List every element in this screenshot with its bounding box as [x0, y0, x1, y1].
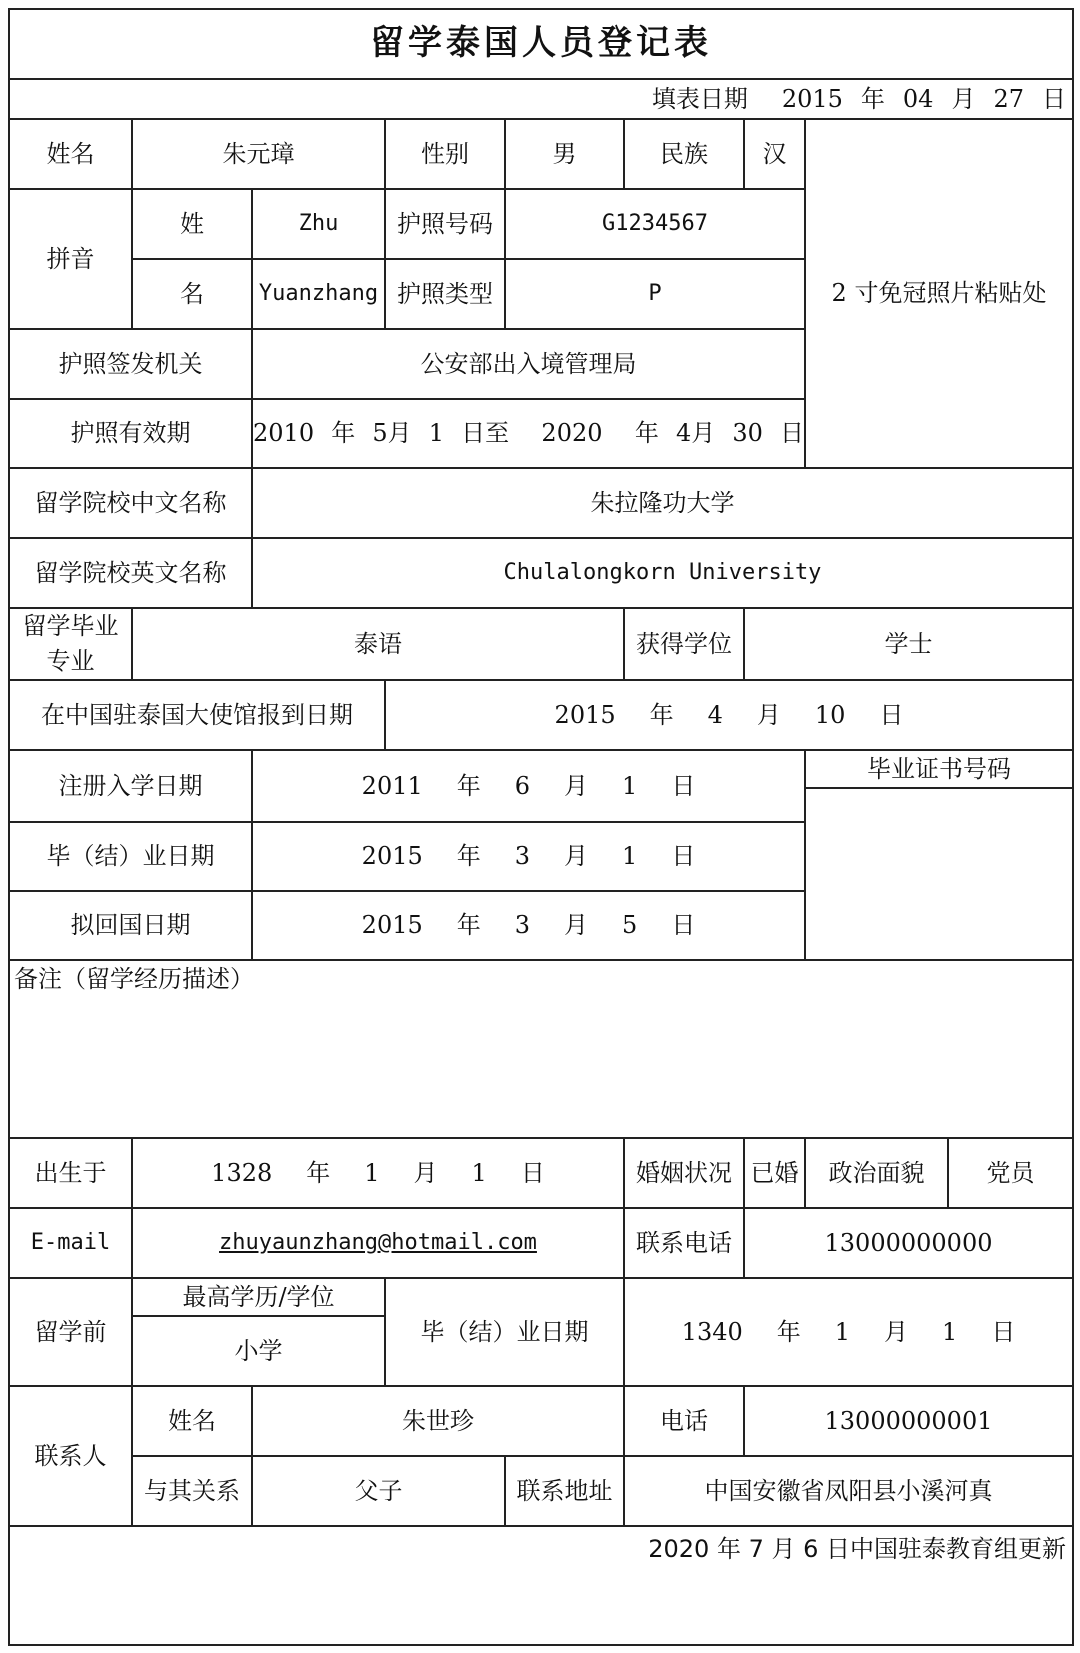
return-label: 拟回国日期 — [10, 890, 251, 959]
unit-month: 月 — [884, 1317, 909, 1346]
name-label: 姓名 — [10, 118, 131, 188]
surname-value: Zhu — [251, 188, 384, 258]
school-cn-value: 朱拉隆功大学 — [251, 467, 1072, 537]
major-label: 留学毕业专业 — [10, 607, 131, 679]
unit-day: 日 — [520, 1158, 545, 1187]
name-value: 朱元璋 — [131, 118, 384, 188]
address-value: 中国安徽省凤阳县小溪河真 — [623, 1455, 1072, 1525]
passport-no-label: 护照号码 — [384, 188, 504, 258]
major-value: 泰语 — [131, 607, 623, 679]
relation-value: 父子 — [251, 1455, 504, 1525]
gender-label: 性别 — [384, 118, 504, 188]
unit-year: 年 — [634, 419, 659, 448]
graduate-year: 2015 — [361, 842, 423, 871]
validity-to-day: 30 — [732, 419, 763, 448]
unit-month: 月 — [691, 419, 716, 448]
unit-day: 日 — [671, 911, 696, 940]
enroll-year: 2011 — [361, 771, 423, 800]
unit-year: 年 — [649, 700, 674, 729]
unit-day: 日 — [671, 842, 696, 871]
fill-date — [10, 78, 1072, 118]
unit-day: 日 — [671, 771, 696, 800]
validity-to-year: 2020 — [541, 419, 603, 448]
validity-from-year: 2010 — [253, 419, 315, 448]
given-name-label: 名 — [131, 258, 251, 328]
school-en-label: 留学院校英文名称 — [10, 537, 251, 607]
unit-month: 月 — [564, 911, 589, 940]
relation-label: 与其关系 — [131, 1455, 251, 1525]
return-value — [251, 890, 804, 959]
highest-edu-label: 最高学历/学位 — [131, 1277, 384, 1315]
phone-label: 联系电话 — [623, 1207, 743, 1277]
address-label: 联系地址 — [504, 1455, 623, 1525]
graduate-day: 1 — [622, 842, 638, 871]
photo-box — [804, 118, 1072, 467]
birth-value — [131, 1137, 623, 1207]
photo-label: 2 寸免冠照片粘贴处 — [831, 279, 1047, 308]
passport-no-value: G1234567 — [504, 188, 804, 258]
unit-year: 年 — [456, 771, 481, 800]
pre-grad-day: 1 — [942, 1317, 958, 1346]
remarks-label: 备注（留学经历描述） — [10, 959, 1072, 997]
fill-date-month: 04 — [902, 84, 934, 113]
passport-issuer-label: 护照签发机关 — [10, 328, 251, 398]
unit-year: 年 — [776, 1317, 801, 1346]
enroll-month: 6 — [514, 771, 531, 800]
email-label: E-mail — [10, 1207, 131, 1277]
graduate-label: 毕（结）业日期 — [10, 821, 251, 890]
return-year: 2015 — [361, 911, 423, 940]
form-title: 留学泰国人员登记表 — [370, 23, 712, 64]
remarks-value — [10, 997, 1072, 1137]
unit-day: 日 — [879, 700, 904, 729]
passport-type-value: P — [504, 258, 804, 328]
embassy-report-label: 在中国驻泰国大使馆报到日期 — [10, 679, 384, 749]
fill-date-year: 2015 — [781, 84, 843, 113]
validity-to-month: 4 — [675, 419, 692, 448]
contact-name-label: 姓名 — [131, 1385, 251, 1455]
validity-from-day: 1 — [428, 419, 444, 448]
fill-date-label: 填表日期 — [651, 84, 748, 113]
unit-year: 年 — [456, 842, 481, 871]
graduate-value — [251, 821, 804, 890]
passport-type-label: 护照类型 — [384, 258, 504, 328]
school-cn-label: 留学院校中文名称 — [10, 467, 251, 537]
pinyin-label: 拼音 — [10, 188, 131, 328]
email-link[interactable]: zhuyaunzhang@hotmail.com — [131, 1207, 623, 1277]
embassy-report-value — [384, 679, 1072, 749]
phone-value: 13000000000 — [743, 1207, 1072, 1277]
political-label: 政治面貌 — [804, 1137, 947, 1207]
given-name-value: Yuanzhang — [251, 258, 384, 328]
pre-grad-year: 1340 — [681, 1317, 743, 1346]
return-day: 5 — [622, 911, 638, 940]
unit-day: 日 — [779, 419, 804, 448]
school-en-value: Chulalongkorn University — [251, 537, 1072, 607]
unit-month: 月 — [387, 419, 412, 448]
marital-value: 已婚 — [743, 1137, 804, 1207]
passport-validity-value — [251, 398, 804, 467]
contact-name-value: 朱世珍 — [251, 1385, 623, 1455]
birth-month: 1 — [364, 1158, 380, 1187]
contact-phone-value: 13000000001 — [743, 1385, 1072, 1455]
pre-grad-value — [623, 1277, 1072, 1385]
unit-month: 月 — [756, 700, 781, 729]
ethnicity-label: 民族 — [623, 118, 743, 188]
registration-form — [8, 8, 1074, 1646]
unit-year: 年 — [456, 911, 481, 940]
validity-to-text: 日至 — [461, 419, 510, 448]
validity-from-month: 5 — [372, 419, 388, 448]
footer-update-note: 2020 年 7 月 6 日中国驻泰教育组更新 — [10, 1525, 1072, 1644]
enroll-day: 1 — [622, 771, 638, 800]
enroll-value — [251, 749, 804, 821]
unit-day: 日 — [1042, 84, 1066, 113]
pre-grad-month: 1 — [834, 1317, 851, 1346]
unit-month: 月 — [413, 1158, 438, 1187]
contact-phone-label: 电话 — [623, 1385, 743, 1455]
unit-year: 年 — [306, 1158, 331, 1187]
political-value: 党员 — [947, 1137, 1072, 1207]
report-day: 10 — [814, 700, 846, 729]
report-year: 2015 — [554, 700, 616, 729]
unit-month: 月 — [564, 771, 589, 800]
passport-validity-label: 护照有效期 — [10, 398, 251, 467]
surname-label: 姓 — [131, 188, 251, 258]
pre-study-label: 留学前 — [10, 1277, 131, 1385]
marital-label: 婚姻状况 — [623, 1137, 743, 1207]
unit-year: 年 — [860, 84, 885, 113]
gender-value: 男 — [504, 118, 623, 188]
unit-day: 日 — [991, 1317, 1016, 1346]
birth-day: 1 — [471, 1158, 487, 1187]
graduate-month: 3 — [514, 842, 531, 871]
birth-year: 1328 — [211, 1158, 273, 1187]
cert-no-label: 毕业证书号码 — [804, 749, 1072, 787]
passport-issuer-value: 公安部出入境管理局 — [251, 328, 804, 398]
unit-year: 年 — [331, 419, 356, 448]
pre-grad-label: 毕（结）业日期 — [384, 1277, 623, 1385]
fill-date-day: 27 — [993, 84, 1024, 113]
return-month: 3 — [514, 911, 531, 940]
enroll-label: 注册入学日期 — [10, 749, 251, 821]
unit-month: 月 — [951, 84, 976, 113]
birth-label: 出生于 — [10, 1137, 131, 1207]
cert-no-value — [804, 787, 1072, 959]
degree-label: 获得学位 — [623, 607, 743, 679]
ethnicity-value: 汉 — [743, 118, 804, 188]
degree-value: 学士 — [743, 607, 1072, 679]
unit-month: 月 — [564, 842, 589, 871]
contact-label: 联系人 — [10, 1385, 131, 1525]
report-month: 4 — [707, 700, 723, 729]
highest-edu-value: 小学 — [131, 1315, 384, 1385]
